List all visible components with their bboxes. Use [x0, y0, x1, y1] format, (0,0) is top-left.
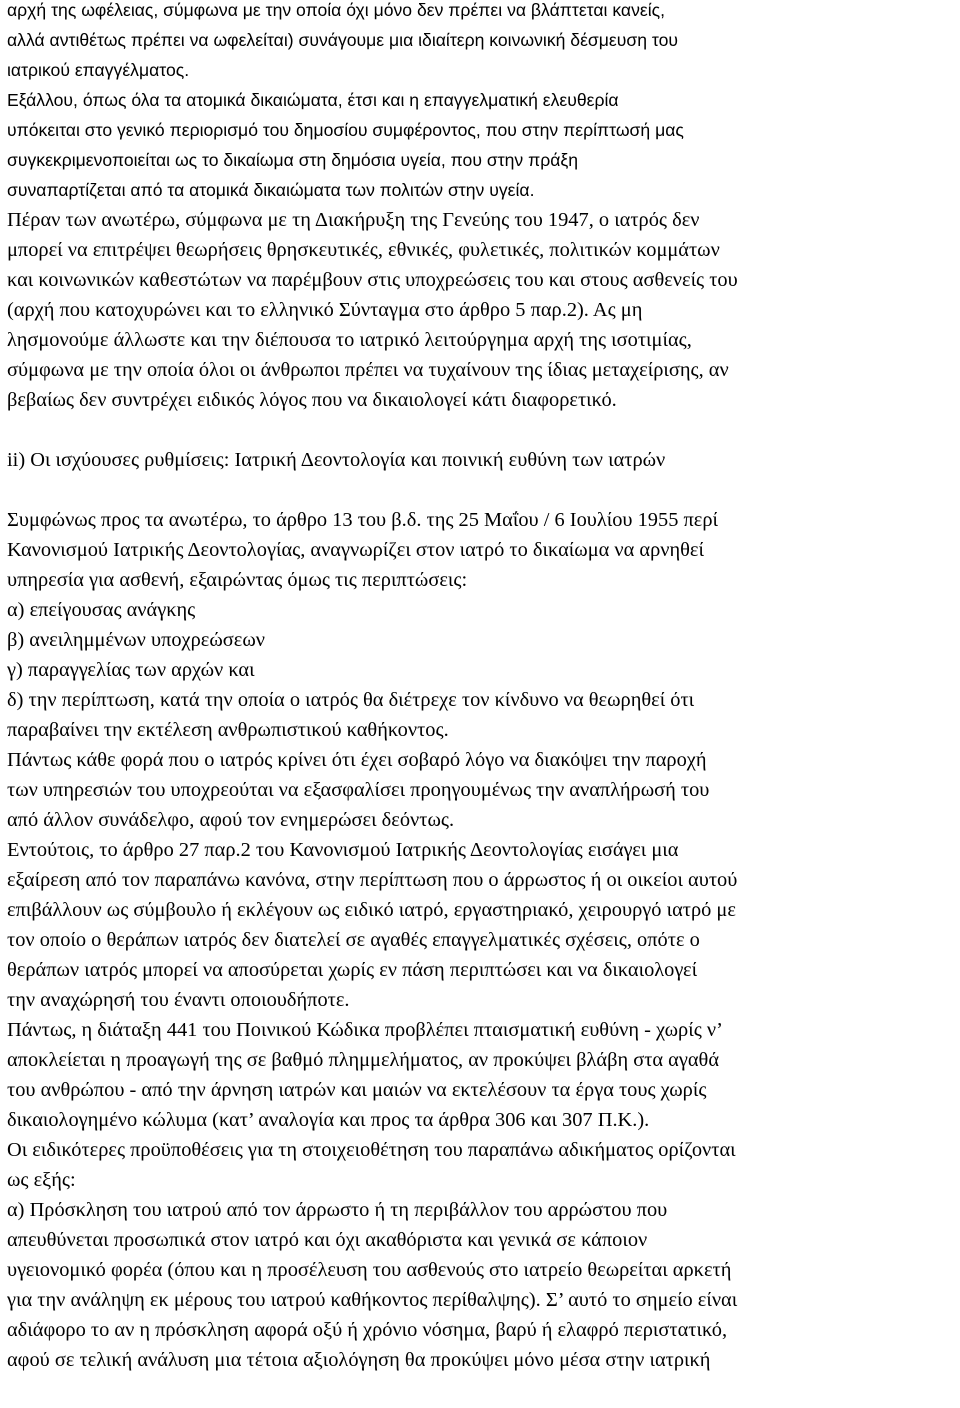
text-line: Πάντως κάθε φορά που ο ιατρός κρίνει ότι έχει σοβαρό λόγο να διακόψει την παροχή [7, 749, 707, 771]
text-line: εξαίρεση από τον παραπάνω κανόνα, στην περίπτωση που ο άρρωστος ή οι οικείοι αυτού [7, 869, 738, 891]
text-line: ως εξής: [7, 1169, 76, 1191]
text-line: θεράπων ιατρός μπορεί να αποσύρεται χωρίς εν πάση περιπτώσει και να δικαιολογεί [7, 959, 698, 981]
text-line: απευθύνεται προσωπικά στον ιατρό και όχι ακαθόριστα και γενικά σε κάποιον [7, 1229, 648, 1251]
text-line: ii) Οι ισχύουσες ρυθμίσεις: Ιατρική Δεοντολογία και ποινική ευθύνη των ιατρών [7, 449, 666, 471]
text-line: αδιάφορο το αν η πρόσκληση αφορά οξύ ή χρόνιο νόσημα, βαρύ ή ελαφρό περιστατικό, [7, 1319, 728, 1341]
paragraph [7, 85, 957, 205]
text-line: ιατρικού επαγγέλματος. [7, 60, 190, 80]
paragraph-gap [7, 415, 957, 445]
text-line: Εντούτοις, το άρθρο 27 παρ.2 του Κανονισμού Ιατρικής Δεοντολογίας εισάγει μια [7, 839, 679, 861]
text-line: α) επείγουσας ανάγκης [7, 599, 196, 621]
paragraph-gap [7, 475, 957, 505]
text-line: αλλά αντιθέτως πρέπει να ωφελείται) συνάγουμε μια ιδιαίτερη κοινωνική δέσμευση του [7, 30, 679, 50]
paragraph [7, 445, 957, 475]
paragraph [7, 505, 957, 1375]
text-line: βεβαίως δεν συντρέχει ειδικός λόγος που να δικαιολογεί κάτι διαφορετικό. [7, 389, 617, 411]
text-line: λησμονούμε άλλωστε και την διέπουσα το ιατρικό λειτούργημα αρχή της ισοτιμίας, [7, 329, 692, 351]
text-line: υπόκειται στο γενικό περιορισμό του δημοσίου συμφέροντος, που στην περίπτωσή μας [7, 120, 684, 140]
text-line: Οι ειδικότερες προϋποθέσεις για τη στοιχειοθέτηση του παραπάνω αδικήματος ορίζονται [7, 1139, 736, 1161]
text-line: μπορεί να επιτρέψει θεωρήσεις θρησκευτικές, εθνικές, φυλετικές, πολιτικών κομμάτων [7, 239, 720, 261]
text-line: για την ανάληψη εκ μέρους του ιατρού καθήκοντος περίθαλψης). Σ’ αυτό το σημείο είναι [7, 1289, 738, 1311]
text-line: υγειονομικό φορέα (όπου και η προσέλευση του ασθενούς στο ιατρείο θεωρείται αρκετή [7, 1259, 732, 1281]
text-line: των υπηρεσιών του υποχρεούται να εξασφαλίσει προηγουμένως την αναπλήρωσή του [7, 779, 710, 801]
text-line: αποκλείεται η προαγωγή της σε βαθμό πλημμελήματος, αν προκύψει βλάβη στα αγαθά [7, 1049, 720, 1071]
text-line: αρχή της ωφέλειας, σύμφωνα με την οποία όχι μόνο δεν πρέπει να βλάπτεται κανείς, [7, 0, 666, 20]
paragraph [7, 0, 957, 85]
text-line: δ) την περίπτωση, κατά την οποία ο ιατρός θα διέτρεχε τον κίνδυνο να θεωρηθεί ότι [7, 689, 695, 711]
text-line: συγκεκριμενοποιείται ως το δικαίωμα στη δημόσια υγεία, που στην πράξη [7, 150, 579, 170]
text-line: α) Πρόσκληση του ιατρού από τον άρρωστο ή τη περιβάλλον του αρρώστου που [7, 1199, 668, 1221]
text-line: Πάντως, η διάταξη 441 του Ποινικού Κώδικα προβλέπει πταισματική ευθύνη - χωρίς ν’ [7, 1019, 723, 1041]
text-line: από άλλον συνάδελφο, αφού τον ενημερώσει δεόντως. [7, 809, 455, 831]
text-line: παραβαίνει την εκτέλεση ανθρωπιστικού καθήκοντος. [7, 719, 449, 741]
document-page [7, 0, 957, 1375]
text-line: υπηρεσία για ασθενή, εξαιρώντας όμως τις περιπτώσεις: [7, 569, 468, 591]
text-line: τον οποίο ο θεράπων ιατρός δεν διατελεί σε αγαθές επαγγελματικές σχέσεις, οπότε ο [7, 929, 700, 951]
text-line: γ) παραγγελίας των αρχών και [7, 659, 255, 681]
text-line: Κανονισμού Ιατρικής Δεοντολογίας, αναγνωρίζει στον ιατρό το δικαίωμα να αρνηθεί [7, 539, 704, 561]
text-line: την αναχώρησή του έναντι οποιουδήποτε. [7, 989, 350, 1011]
text-line: δικαιολογημένο κώλυμα (κατ’ αναλογία και προς τα άρθρα 306 και 307 Π.Κ.). [7, 1109, 650, 1131]
text-line: Πέραν των ανωτέρω, σύμφωνα με τη Διακήρυξη της Γενεύης του 1947, ο ιατρός δεν [7, 209, 700, 231]
text-line: του ανθρώπου - από την άρνηση ιατρών και μαιών να εκτελέσουν τα έργα τους χωρίς [7, 1079, 707, 1101]
text-line: Συμφώνως προς τα ανωτέρω, το άρθρο 13 του β.δ. της 25 Μαΐου / 6 Ιουλίου 1955 περί [7, 509, 719, 531]
text-line: β) ανειλημμένων υποχρεώσεων [7, 629, 265, 651]
text-line: Εξάλλου, όπως όλα τα ατομικά δικαιώματα, έτσι και η επαγγελματική ελευθερία [7, 90, 619, 110]
paragraph [7, 205, 957, 415]
text-line: επιβάλλουν ως σύμβουλο ή εκλέγουν ως ειδικό ιατρό, εργαστηριακό, χειρουργό ιατρό με [7, 899, 736, 921]
text-line: (αρχή που κατοχυρώνει και το ελληνικό Σύνταγμα στο άρθρο 5 παρ.2). Ας μη [7, 299, 643, 321]
text-line: και κοινωνικών καθεστώτων να παρέμβουν στις υποχρεώσεις του και στους ασθενείς του [7, 269, 738, 291]
text-line: σύμφωνα με την οποία όλοι οι άνθρωποι πρέπει να τυχαίνουν της ίδιας μεταχείρισης, αν [7, 359, 729, 381]
text-line: αφού σε τελική ανάλυση μια τέτοια αξιολόγηση θα προκύψει μόνο μέσα στην ιατρική [7, 1349, 711, 1371]
text-line: συναπαρτίζεται από τα ατομικά δικαιώματα των πολιτών στην υγεία. [7, 180, 535, 200]
